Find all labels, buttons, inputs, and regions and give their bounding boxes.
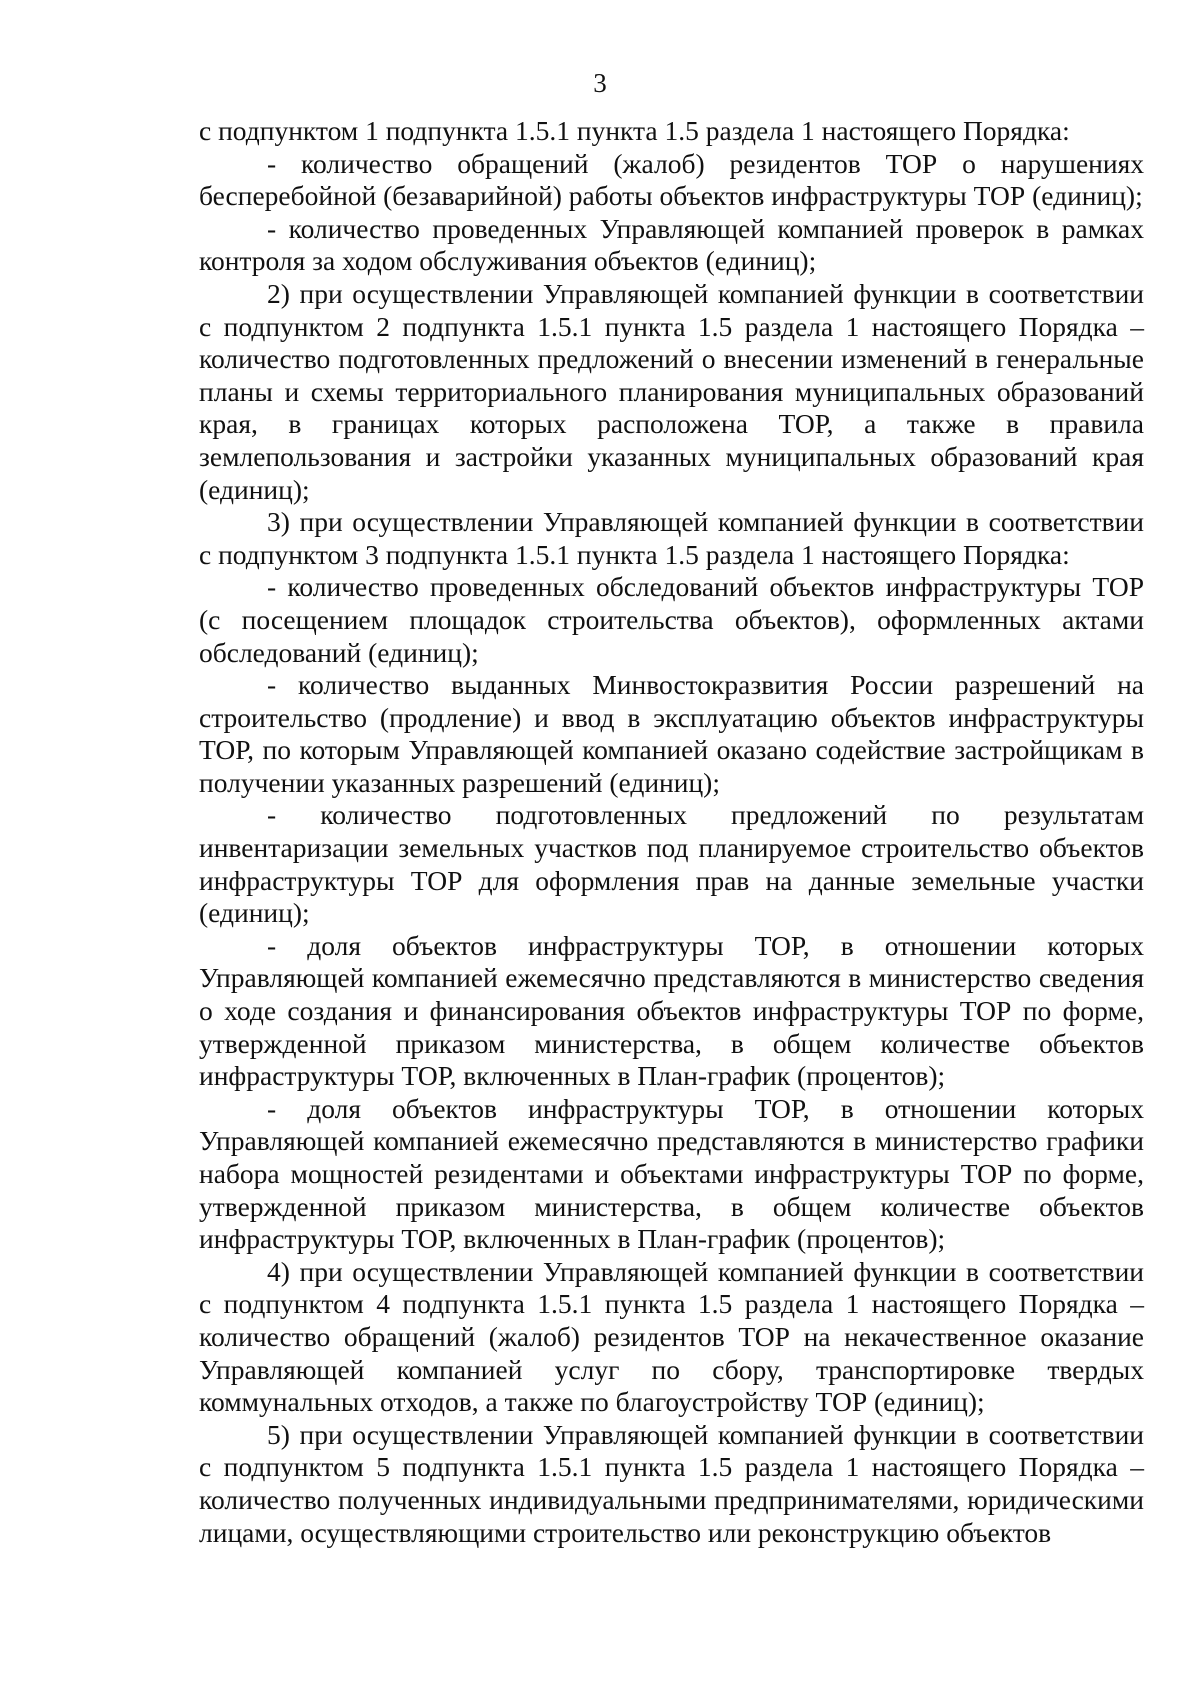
numbered-paragraph: 2) при осуществлении Управляющей компанией функции в соответствии с подпунктом 2 подпункта 1.5.1 пункта 1.5 раздела 1 настоящего Порядка – количество подготовленных предложений о внесении изменений в генеральные планы и схемы территориального планирования муниципальных образований края, в границах которых расположена ТОР, а также в правила землепользования и застройки указанных муниципальных образований края (единиц); xyxy=(199,277,1144,505)
list-item: - количество проведенных обследований объектов инфраструктуры ТОР (с посещением площадок строительства объектов), оформленных актами обследований (единиц); xyxy=(199,571,1144,668)
document-body xyxy=(199,115,1144,1549)
numbered-paragraph: 4) при осуществлении Управляющей компанией функции в соответствии с подпунктом 4 подпункта 1.5.1 пункта 1.5 раздела 1 настоящего Порядка – количество обращений (жалоб) резидентов ТОР на некачественное оказание Управляющей компанией услуг по сбору, транспортировке твердых коммунальных отходов, а также по благоустройству ТОР (единиц); xyxy=(199,1255,1144,1418)
list-item: - количество обращений (жалоб) резидентов ТОР о нарушениях бесперебойной (безаварийной) работы объектов инфраструктуры ТОР (единиц); xyxy=(199,147,1144,212)
list-item: - количество проведенных Управляющей компанией проверок в рамках контроля за ходом обслуживания объектов (единиц); xyxy=(199,212,1144,277)
list-item: - количество подготовленных предложений по результатам инвентаризации земельных участков под планируемое строительство объектов инфраструктуры ТОР для оформления прав на данные земельные участки (единиц); xyxy=(199,799,1144,929)
list-item: - количество выданных Минвостокразвития России разрешений на строительство (продление) и ввод в эксплуатацию объектов инфраструктуры ТОР, по которым Управляющей компанией оказано содействие застройщикам в получении указанных разрешений (единиц); xyxy=(199,669,1144,798)
paragraph: с подпунктом 1 подпункта 1.5.1 пункта 1.5 раздела 1 настоящего Порядка: xyxy=(199,115,1070,146)
page-number: 3 xyxy=(593,68,607,98)
numbered-paragraph: 3) при осуществлении Управляющей компанией функции в соответствии с подпунктом 3 подпункта 1.5.1 пункта 1.5 раздела 1 настоящего Порядка: xyxy=(199,506,1144,570)
list-item: - доля объектов инфраструктуры ТОР, в отношении которых Управляющей компанией ежемесячно представляются в министерство графики набора мощностей резидентами и объектами инфраструктуры ТОР по форме, утвержденной приказом министерства, в общем количестве объектов инфраструктуры ТОР, включенных в План-график (процентов); xyxy=(199,1092,1144,1255)
list-item: - доля объектов инфраструктуры ТОР, в отношении которых Управляющей компанией ежемесячно представляются в министерство сведения о ходе создания и финансирования объектов инфраструктуры ТОР по форме, утвержденной приказом министерства, в общем количестве объектов инфраструктуры ТОР, включенных в План-график (процентов); xyxy=(199,929,1144,1092)
numbered-paragraph: 5) при осуществлении Управляющей компанией функции в соответствии с подпунктом 5 подпункта 1.5.1 пункта 1.5 раздела 1 настоящего Порядка – количество полученных индивидуальными предпринимателями, юридическими лицами, осуществляющими строительство или реконструкцию объектов xyxy=(199,1418,1144,1548)
